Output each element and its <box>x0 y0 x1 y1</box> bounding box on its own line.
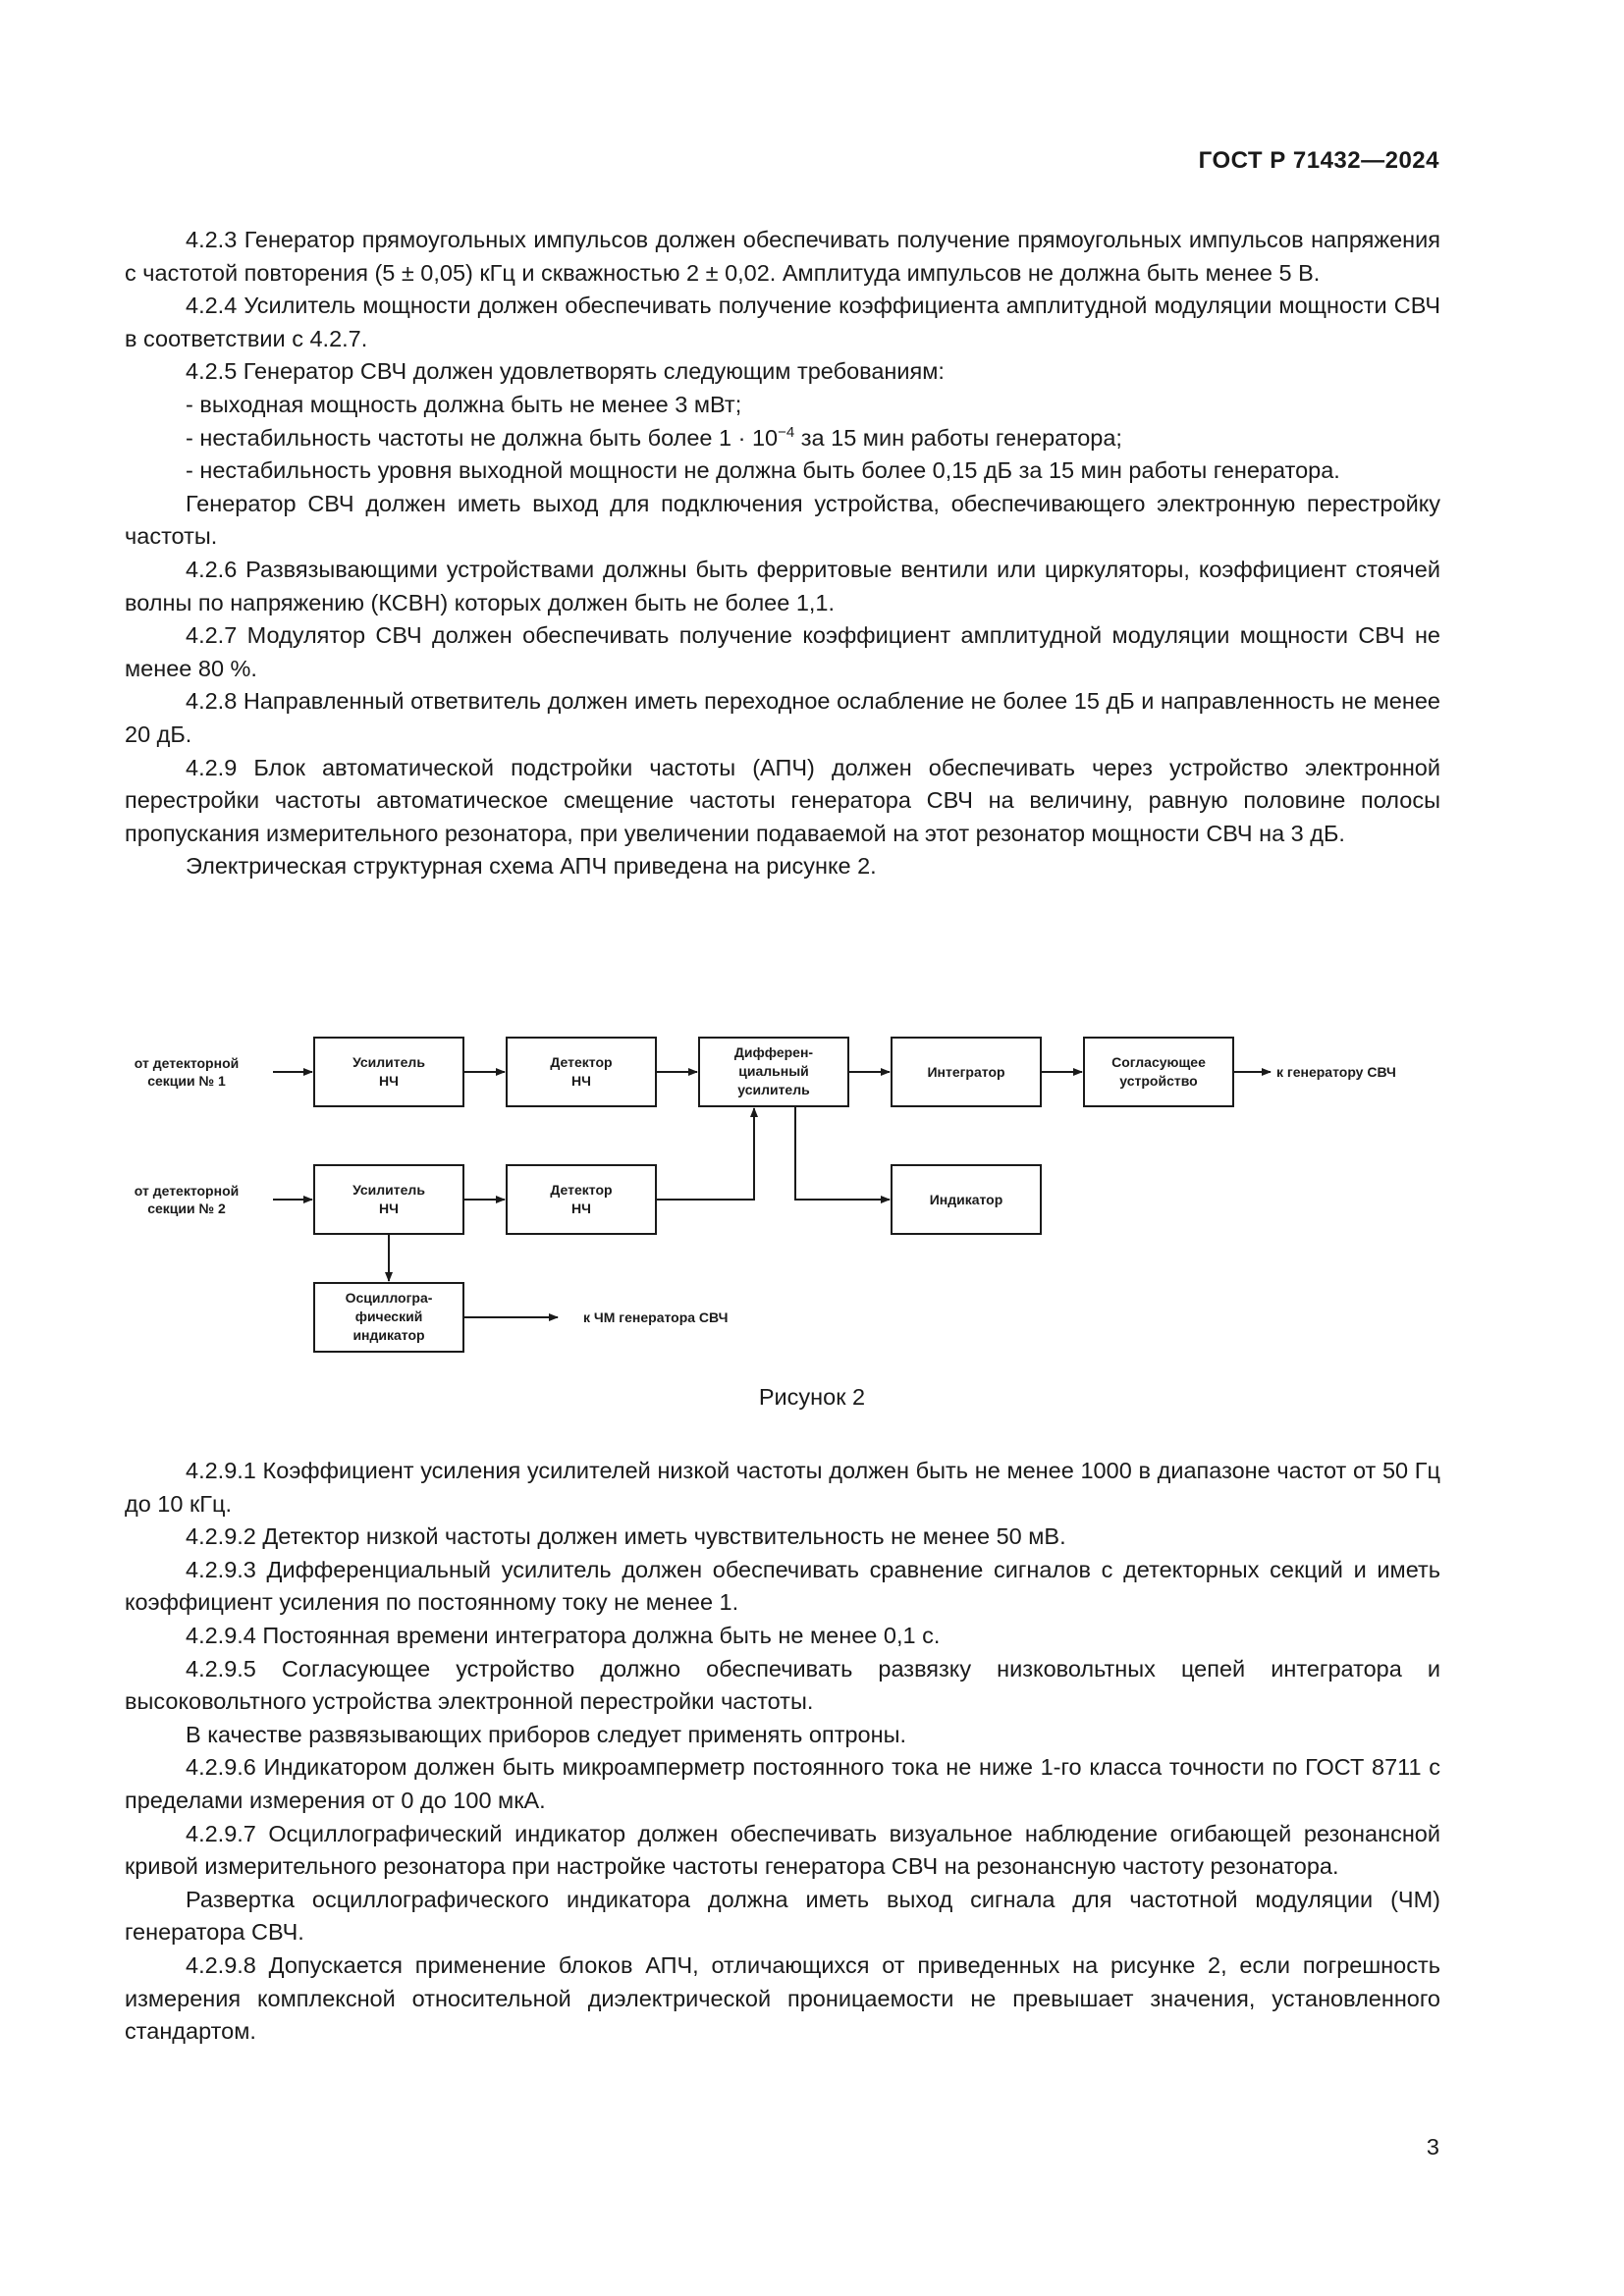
paragraph-4-2-9-7: 4.2.9.7 Осциллографический индикатор должен обеспечивать визуальное наблюдение огибающей резонансной кривой измерительного резонатора при настройке частоты генератора СВЧ на резонансную частоту резонатора. <box>125 1820 1440 1880</box>
differential-amplifier-label-line2: циальный <box>738 1063 809 1079</box>
paragraph-optocouplers: В качестве развязывающих приборов следует применять оптроны. <box>186 1721 906 1747</box>
integrator-block <box>892 1038 1041 1106</box>
paragraph-4-2-7: 4.2.7 Модулятор СВЧ должен обеспечивать получение коэффициент амплитудной модуляции мощности СВЧ не менее 80 %. <box>125 622 1440 681</box>
differential-amplifier-label-line1: Дифферен- <box>733 1044 814 1060</box>
amplifier-1-block <box>314 1038 463 1106</box>
connector-det2-diff <box>656 1108 754 1200</box>
body-text-top <box>125 224 1440 883</box>
detector-2-label-line1: Детектор <box>550 1182 613 1198</box>
input-1-label-line1: от детекторной <box>134 1055 240 1071</box>
list-item-frequency-instability <box>125 422 1440 455</box>
differential-amplifier-block <box>699 1038 848 1106</box>
amplifier-1-label-line2: НЧ <box>379 1073 399 1089</box>
paragraph-4-2-6: 4.2.6 Развязывающими устройствами должны быть ферритовые вентили или циркуляторы, коэффициент стоячей волны по напряжению (КСВН) которых должен быть не более 1,1. <box>125 556 1440 615</box>
indicator-label: Индикатор <box>929 1192 1003 1207</box>
detector-1-label-line2: НЧ <box>571 1073 591 1089</box>
differential-amplifier-label-line3: усилитель <box>737 1082 810 1097</box>
page-number: 3 <box>1426 2134 1439 2160</box>
paragraph-4-2-9-6: 4.2.9.6 Индикатором должен быть микроамперметр постоянного тока не ниже 1-го класса точности по ГОСТ 8711 с пределами измерения от 0 до 100 мкА. <box>125 1754 1440 1813</box>
matching-device-block <box>1084 1038 1233 1106</box>
paragraph-4-2-9-5: 4.2.9.5 Согласующее устройство должно обеспечивать развязку низковольтных цепей интегратора и высоковольтного устройства электронной перестройки частоты. <box>125 1655 1440 1715</box>
indicator-block <box>892 1165 1041 1234</box>
oscillograph-indicator-block <box>314 1283 463 1352</box>
paragraph-4-2-5: 4.2.5 Генератор СВЧ должен удовлетворять следующим требованиям: <box>186 358 945 385</box>
amplifier-2-block <box>314 1165 463 1234</box>
paragraph-4-2-9: 4.2.9 Блок автоматической подстройки частоты (АПЧ) должен обеспечивать через устройство электронной перестройки частоты автоматическое смещение частоты генератора СВЧ на величину, равную половине полосы пропускания измерительного резонатора, при увеличении подаваемой на этот резонатор мощности СВЧ на 3 дБ. <box>125 754 1440 846</box>
paragraph-4-2-9-2: 4.2.9.2 Детектор низкой частоты должен иметь чувствительность не менее 50 мВ. <box>186 1523 1066 1550</box>
list-item-output-power: - выходная мощность должна быть не менее 3 мВт; <box>186 391 742 417</box>
connector-diff-indicator <box>795 1106 890 1200</box>
amplifier-2-label-line2: НЧ <box>379 1201 399 1216</box>
paragraph-4-2-9-1: 4.2.9.1 Коэффициент усиления усилителей низкой частоты должен быть не менее 1000 в диапазоне частот от 50 Гц до 10 кГц. <box>125 1458 1440 1517</box>
body-text-bottom <box>125 1455 1440 2049</box>
paragraph-4-2-9-8: 4.2.9.8 Допускается применение блоков АПЧ, отличающихся от приведенных на рисунке 2, если погрешность измерения комплексной относительной диэлектрической проницаемости не превышает значения, установленного стандартом. <box>125 1951 1440 2045</box>
input-1-label-line2: секции № 1 <box>147 1073 226 1089</box>
detector-1-label-line1: Детектор <box>550 1054 613 1070</box>
paragraph-4-2-9-4: 4.2.9.4 Постоянная времени интегратора должна быть не менее 0,1 с. <box>186 1622 941 1648</box>
oscillograph-label-line1: Осциллогра- <box>345 1290 433 1306</box>
input-2-label-line1: от детекторной <box>134 1183 240 1199</box>
amplifier-1-label-line1: Усилитель <box>352 1054 425 1070</box>
oscillograph-label-line2: фический <box>354 1308 423 1324</box>
paragraph-4-2-9-3: 4.2.9.3 Дифференциальный усилитель должен обеспечивать сравнение сигналов с детекторных секций и иметь коэффициент усиления по постоянному току не менее 1. <box>125 1556 1440 1616</box>
input-2-label-line2: секции № 2 <box>147 1201 226 1216</box>
paragraph-4-2-3: 4.2.3 Генератор прямоугольных импульсов должен обеспечивать получение прямоугольных импульсов напряжения с частотой повторения (5 ± 0,05) кГц и скважностью 2 ± 0,02. Амплитуда импульсов не должна быть менее 5 В. <box>125 227 1440 286</box>
oscillograph-label-line3: индикатор <box>352 1327 425 1343</box>
matching-device-label-line2: устройство <box>1119 1073 1198 1089</box>
figure-caption: Рисунок 2 <box>758 1384 866 1410</box>
document-header: ГОСТ Р 71432—2024 <box>1198 147 1439 174</box>
output-to-generator-label: к генератору СВЧ <box>1276 1064 1396 1080</box>
frequency-text-after: за 15 мин работы генератора; <box>794 424 1122 451</box>
integrator-label: Интегратор <box>927 1064 1005 1080</box>
detector-1-block <box>507 1038 656 1106</box>
frequency-text-before: - нестабильность частоты не должна быть более 1 · 10 <box>186 424 779 451</box>
matching-device-label-line1: Согласующее <box>1111 1054 1206 1070</box>
paragraph-4-2-4: 4.2.4 Усилитель мощности должен обеспечивать получение коэффициента амплитудной модуляции мощности СВЧ в соответствии с 4.2.7. <box>125 293 1440 351</box>
detector-2-block <box>507 1165 656 1234</box>
paragraph-sweep-output: Развертка осциллографического индикатора должна иметь выход сигнала для частотной модуляции (ЧМ) генератора СВЧ. <box>125 1886 1440 1946</box>
paragraph-figure-reference: Электрическая структурная схема АПЧ приведена на рисунке 2. <box>186 853 877 880</box>
paragraph-4-2-8: 4.2.8 Направленный ответвитель должен иметь переходное ослабление не более 15 дБ и направленность не менее 20 дБ. <box>125 688 1440 747</box>
amplifier-2-label-line1: Усилитель <box>352 1182 425 1198</box>
exponent: −4 <box>778 423 795 441</box>
output-to-fm-label: к ЧМ генератора СВЧ <box>583 1309 729 1325</box>
detector-2-label-line2: НЧ <box>571 1201 591 1216</box>
paragraph-generator-output: Генератор СВЧ должен иметь выход для подключения устройства, обеспечивающего электронную перестройку частоты. <box>125 490 1440 550</box>
list-item-power-instability: - нестабильность уровня выходной мощности не должна быть более 0,15 дБ за 15 мин работы генератора. <box>186 457 1340 484</box>
